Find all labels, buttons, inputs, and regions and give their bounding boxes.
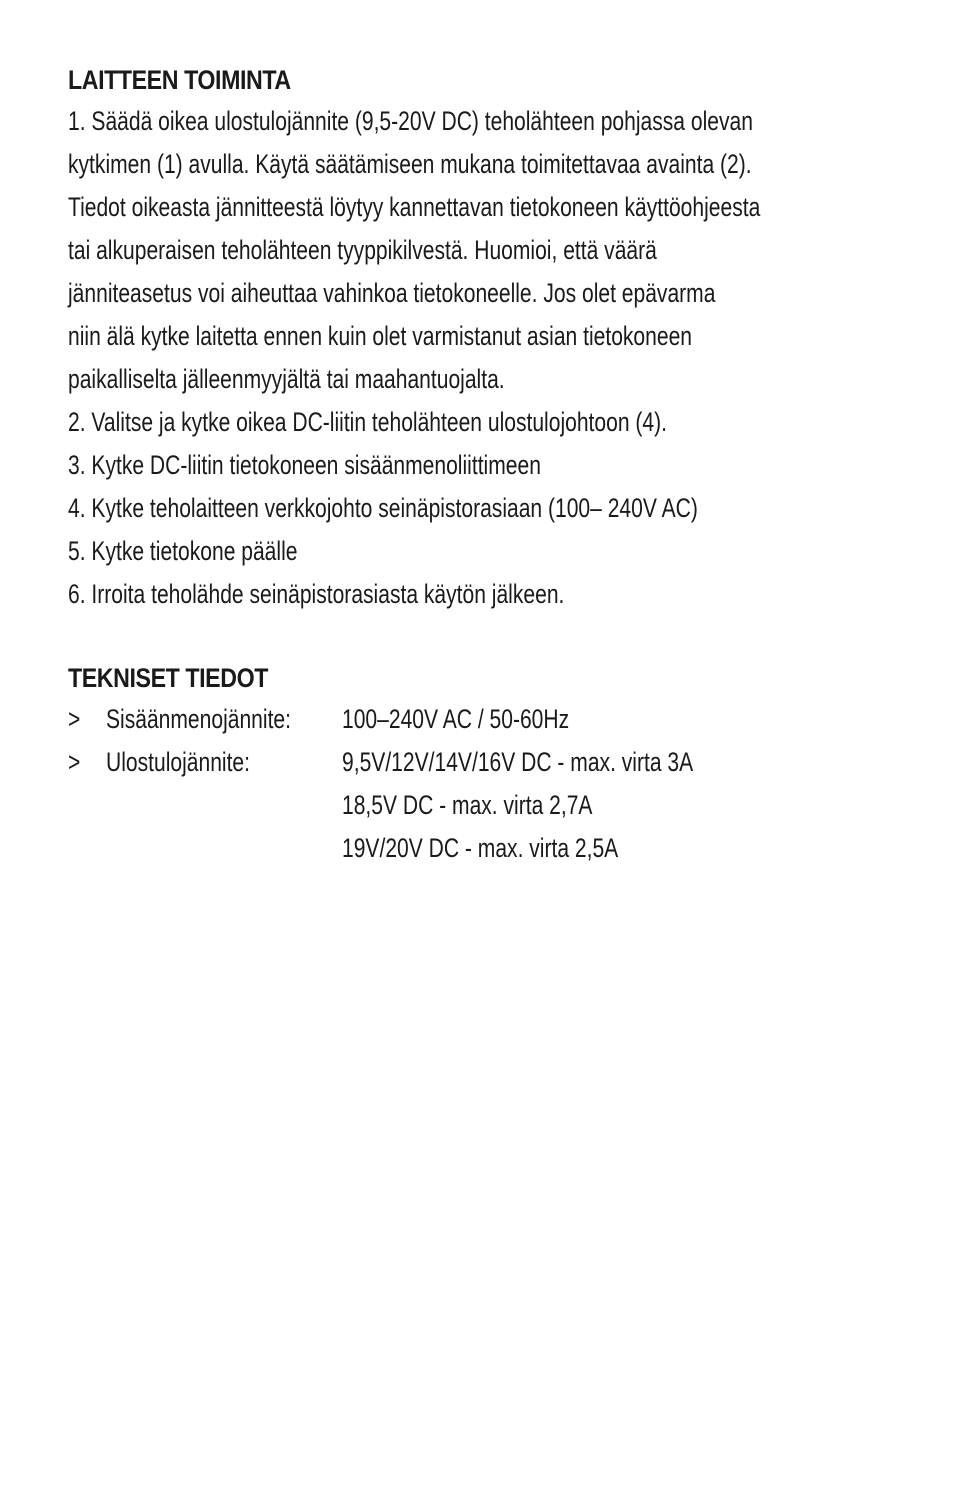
spec-row-output-voltage-cont bbox=[68, 784, 898, 827]
section-heading-operation: LAITTEEN TOIMINTA bbox=[68, 65, 291, 95]
instruction-line: 5. Kytke tietokone päälle bbox=[68, 536, 298, 566]
instruction-line: 2. Valitse ja kytke oikea DC-liitin teholähteen ulostulojohtoon (4). bbox=[68, 407, 667, 437]
section-spacer bbox=[68, 616, 898, 658]
operation-instructions bbox=[68, 100, 898, 616]
spec-row-output-voltage-cont bbox=[68, 827, 898, 870]
instruction-line: niin älä kytke laitetta ennen kuin olet varmistanut asian tietokoneen bbox=[68, 321, 692, 351]
instruction-line: kytkimen (1) avulla. Käytä säätämiseen mukana toimitettavaa avainta (2). bbox=[68, 149, 752, 179]
instruction-line: 3. Kytke DC-liitin tietokoneen sisäänmenoliittimeen bbox=[68, 450, 541, 480]
instruction-line: tai alkuperaisen teholähteen tyyppikilvestä. Huomioi, että väärä bbox=[68, 235, 657, 265]
spec-list bbox=[68, 698, 898, 870]
spec-row-output-voltage bbox=[68, 741, 898, 784]
spec-value: 9,5V/12V/14V/16V DC - max. virta 3A bbox=[342, 747, 694, 777]
spec-label: Sisäänmenojännite: bbox=[106, 704, 291, 734]
spec-value: 19V/20V DC - max. virta 2,5A bbox=[342, 833, 619, 863]
manual-page bbox=[68, 60, 898, 870]
section-heading-specs: TEKNISET TIEDOT bbox=[68, 663, 268, 693]
spec-label: Ulostulojännite: bbox=[106, 747, 251, 777]
instruction-line: jänniteasetus voi aiheuttaa vahinkoa tietokoneelle. Jos olet epävarma bbox=[68, 278, 716, 308]
instruction-line: 4. Kytke teholaitteen verkkojohto seinäpistorasiaan (100– 240V AC) bbox=[68, 493, 698, 523]
instruction-line: Tiedot oikeasta jännitteestä löytyy kannettavan tietokoneen käyttöohjeesta bbox=[68, 192, 761, 222]
spec-value: 100–240V AC / 50-60Hz bbox=[342, 704, 570, 734]
instruction-line: paikalliselta jälleenmyyjältä tai maahantuojalta. bbox=[68, 364, 505, 394]
instruction-line: 6. Irroita teholähde seinäpistorasiasta käytön jälkeen. bbox=[68, 579, 565, 609]
bullet-marker: > bbox=[68, 704, 81, 734]
bullet-marker: > bbox=[68, 747, 81, 777]
spec-row-input-voltage bbox=[68, 698, 898, 741]
spec-value: 18,5V DC - max. virta 2,7A bbox=[342, 790, 593, 820]
instruction-line: 1. Säädä oikea ulostulojännite (9,5-20V DC) teholähteen pohjassa olevan bbox=[68, 106, 753, 136]
